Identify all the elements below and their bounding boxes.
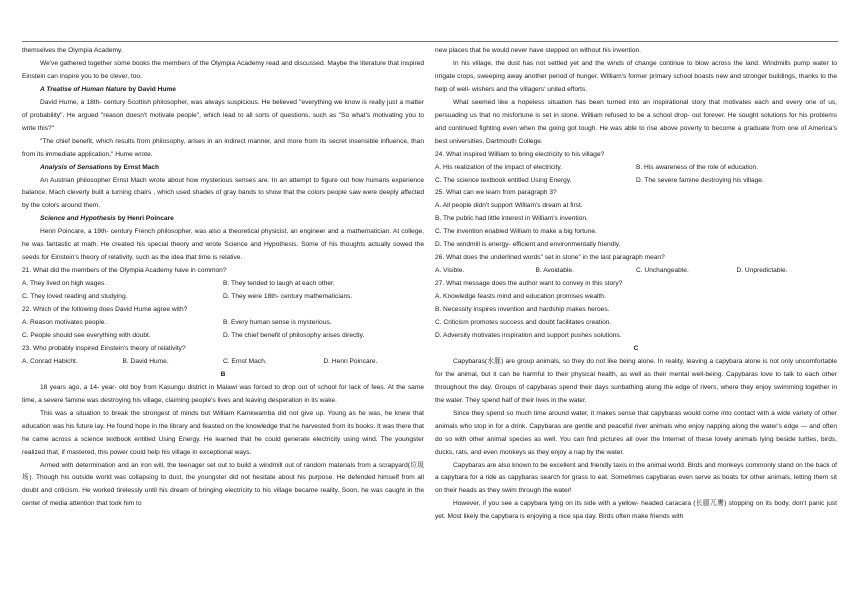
question-22: 22. Which of the following does David Hume agree with? — [22, 306, 188, 314]
paragraph: 18 years ago, a 14- year- old boy from Kasungu district in Malawi was forced to drop out of school for lack of fees. At the same time, a severe famine was destroying his village, claiming people's lives and leaving desperation in its wake. — [22, 383, 424, 404]
left-column — [22, 45, 424, 511]
section-label-b: B — [220, 370, 226, 378]
options-23 — [22, 356, 424, 369]
passage-a-intro: We've gathered together some books the members of the Olympia Academy read and discussed. Maybe the literature that inspired Einstein can inspire you to be clever, too. — [22, 59, 424, 80]
option: B. They tended to laugh at each other. — [223, 280, 335, 288]
option: D. They were 18th- century mathematicians. — [223, 293, 353, 301]
passage-a-tail: themselves the Olympia Academy. — [22, 47, 123, 54]
book-title: Analysis of Sensations — [40, 163, 113, 171]
option: A. Knowledge feasts mind and education promises wealth. — [435, 293, 606, 301]
book-heading-poincare — [22, 213, 424, 226]
options-21 — [22, 278, 424, 291]
book-title: Science and Hypothesis — [40, 215, 116, 223]
paragraph: Capybaras are also known to be excellent and friendly taxis in the animal world. Birds and monkeys commonly stand on the back of a capybara for a ride as capybaras search for grass to eat. Sometimes capybaras even serve as boats for other animals, letting them sit on their heads as they swim through the water! — [435, 461, 837, 495]
option: D. The windmill is energy- efficient and environmentally friendly. — [435, 241, 621, 249]
book-title: A Treatise of Human Nature — [40, 85, 127, 93]
options-22 — [22, 317, 424, 330]
paragraph: Capybaras(水豚) are group animals, so they do not like being alone. In reality, leaving a capybara alone is not only uncomfortable for the animal, but it can be harmful to their physical health, as well as their mental well-being. Capybaras love to talk to each other throughout the day. Groups of capybaras spend their days sunbathing along the edge of rivers, where they enjoy swimming together in the water. They spend half of their lives in the water. — [435, 357, 837, 404]
book-author: by Ernst Mach — [112, 163, 160, 171]
paragraph: new places that he would never have stepped on without his invention. — [435, 47, 642, 54]
options-21 — [22, 291, 424, 304]
option: C. Ernst Mach. — [223, 357, 267, 365]
option: D. The severe famine destroying his village. — [636, 176, 764, 184]
options-26 — [435, 265, 837, 278]
book-author: by David Hume — [126, 85, 176, 93]
option: B. Necessity inspires invention and hardship makes heroes. — [435, 306, 610, 314]
section-label-c: C — [633, 344, 639, 352]
option: A. His realization of the impact of electricity. — [435, 163, 563, 171]
top-rule — [22, 41, 838, 42]
option: C. The invention enabled William to make a big fortune. — [435, 228, 597, 236]
option: C. The science textbook entitled Using Energy. — [435, 176, 572, 184]
option: C. Unchangeable. — [636, 267, 689, 275]
option: D. The chief benefit of philosophy arises directly. — [223, 331, 365, 339]
option: D. Henri Poincare. — [323, 357, 378, 365]
paragraph: An Austrian philosopher Ernst Mach wrote about how mysterious senses are. In an attempt to figure out how humans experience balance, Mach cleverly built a turning chairs , which used shades of gray bands to show that the colors people saw were deeply affected by the colors around them. — [22, 176, 424, 210]
paragraph: Henri Poincare, a 19th- century French philosopher, was also a theoretical physicist, an engineer and a mathematician. At college, he was fantastic at math. He created his special theory and wrote Science and Hypothesis. Some of his thoughts actually sowed the seeds for Einstein's theory of relativity, such as the idea that time is relative. — [22, 228, 424, 262]
question-25: 25. What can we learn from paragraph 3? — [435, 189, 557, 197]
book-heading-hume — [22, 84, 424, 97]
options-24 — [435, 175, 837, 188]
question-24: 24. What inspired William to bring electricity to his village? — [435, 150, 605, 158]
paragraph: This was a situation to break the strongest of minds but William Kamkwamba did not give up. Young as he was, he knew that education was his future lay. He found hope in the library and feasted on the knowledge that he harvested from its books. It was there that he came across a science textbook entitled Using Energy. He learned that he could generate electricity using wind. The youngster realized that, if mastered, this power could help his village in exceptional ways. — [22, 409, 424, 456]
option: A. All people didn't support William's dream at first. — [435, 202, 583, 210]
paragraph: Since they spend so much time around water, it makes sense that capybaras would come into contact with a wide variety of other animals who stop in for a drink. Capybaras are gentle and peaceful river animals who enjoy napping along the water's edge — and often do so with other animal species as well. You can find pictures all over the Internet of these lovely animals lying beside turtles, birds, ducks, rats, and even monkeys as they enjoy a nap by the water. — [435, 409, 837, 456]
question-21: 21. What did the members of the Olympia Academy have in common? — [22, 267, 227, 275]
option: A. Visible. — [435, 267, 465, 275]
paragraph: David Hume, a 18th- century Scottish philosopher, was always suspicious. He believed "everything we know is really just a matter of probability". He argued "reason doesn't motivate people", which lead to all sorts of questions, such as "So what's motivating you to write this?" — [22, 98, 424, 132]
option: A. They lived on high wages. — [22, 280, 107, 288]
paragraph: What seemed like a hopeless situation has been turned into an inspirational story that motivates each and every one of us, persuading us that no misfortune is set in stone. William refused to be a school drop- out forever. He sought solutions for his problems and continued fighting even when the going got tough. He was able to rise above poverty to become a graduate from one of America's best universities, Dartmouth College. — [435, 98, 837, 145]
book-author: by Henri Poincare — [115, 215, 174, 223]
option: B. Every human sense is mysterious. — [223, 319, 332, 327]
paragraph: "The chief benefit, which results from philosophy, arises in an indirect manner, and more from its secret insensible influence, than from its immediate application," Hume wrote. — [22, 137, 424, 158]
right-column — [435, 45, 837, 524]
option: C. People should see everything with doubt. — [22, 331, 151, 339]
question-26: 26. What does the underlined words" set in stone" in the last paragraph mean? — [435, 254, 665, 262]
option: B. David Hume. — [122, 357, 169, 365]
options-24 — [435, 162, 837, 175]
question-23: 23. Who probably inspired Einstein's theory of relativity? — [22, 344, 186, 352]
paragraph: However, if you see a capybara lying on its side with a yellow- headed caracara (长腿兀鹰) stopping on its body, don't panic just yet. Most likely the capybara is enjoying a nice spa day. Birds often make friends with — [435, 500, 837, 521]
book-heading-mach — [22, 162, 424, 175]
paragraph: In his village, the dust has not settled yet and the winds of change continue to blow across the land. Windmills pump water to irrigate crops, sweeping away another period of hunger. William's former primary school boasts new and stronger buildings, thanks to the help of well- wishers and the villagers' united efforts. — [435, 59, 837, 93]
option: A. Reason motivates people. — [22, 319, 107, 327]
option: C. They loved reading and studying. — [22, 293, 128, 301]
option: B. Avoidable. — [535, 267, 574, 275]
question-27: 27. What message does the author want to convey in this story? — [435, 280, 623, 288]
paragraph: Armed with determination and an iron will, the teenager set out to build a windmill out of random materials from a scrapyard(垃圾场). Though his outside world was collapsing to dust, the youngster did not hesitate about his purpose. He defended himself from all doubt and criticism. He worked tirelessly until his dream of bringing electricity to his village became reality. Soon, he was caught in the center of media attention that took him to — [22, 461, 424, 508]
option: B. The public had little interest in William's invention. — [435, 215, 588, 223]
option: C. Criticism promotes success and doubt facilitates creation. — [435, 319, 612, 327]
options-22 — [22, 330, 424, 343]
option: D. Unpredictable. — [736, 267, 788, 275]
option: A. Conrad Habicht. — [22, 357, 78, 365]
option: D. Adversity motivates inspiration and support pushes solutions. — [435, 331, 622, 339]
option: B. His awareness of the role of education. — [636, 163, 759, 171]
